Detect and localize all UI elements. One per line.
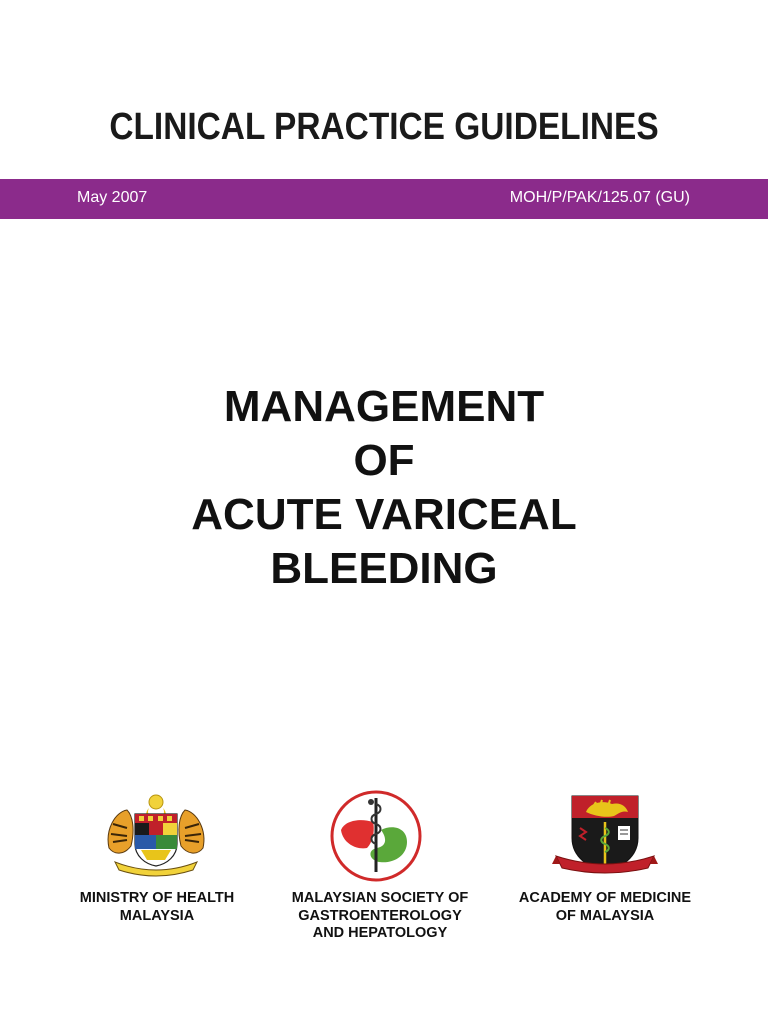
org-name-line: ACADEMY OF MEDICINE bbox=[518, 890, 692, 906]
date-reference-band bbox=[0, 179, 768, 219]
organization-logos bbox=[0, 790, 768, 970]
org-name-line: MALAYSIA bbox=[119, 907, 195, 924]
guidelines-heading: CLINICAL PRACTICE GUIDELINES bbox=[109, 106, 659, 148]
organization-academy-of-medicine bbox=[490, 890, 720, 925]
publication-date: May 2007 bbox=[77, 189, 148, 206]
msgh-logo bbox=[321, 790, 431, 882]
title-line: MANAGEMENT bbox=[223, 382, 545, 431]
organization-ministry-of-health bbox=[42, 890, 272, 925]
title-line: BLEEDING bbox=[270, 544, 498, 593]
reference-number: MOH/P/PAK/125.07 (GU) bbox=[509, 189, 690, 206]
academy-of-medicine-crest-logo bbox=[552, 790, 658, 882]
organization-msgh bbox=[265, 890, 495, 943]
org-name-line: MINISTRY OF HEALTH bbox=[79, 890, 235, 906]
org-name-line: OF MALAYSIA bbox=[555, 907, 655, 924]
org-name-line: GASTROENTEROLOGY bbox=[298, 907, 462, 924]
malaysia-coat-of-arms-logo bbox=[101, 790, 211, 882]
org-name-line: MALAYSIAN SOCIETY OF bbox=[291, 890, 469, 906]
org-name-line: AND HEPATOLOGY bbox=[312, 925, 448, 941]
title-line: ACUTE VARICEAL bbox=[191, 490, 577, 539]
document-title bbox=[0, 380, 768, 596]
title-line: OF bbox=[353, 436, 415, 485]
